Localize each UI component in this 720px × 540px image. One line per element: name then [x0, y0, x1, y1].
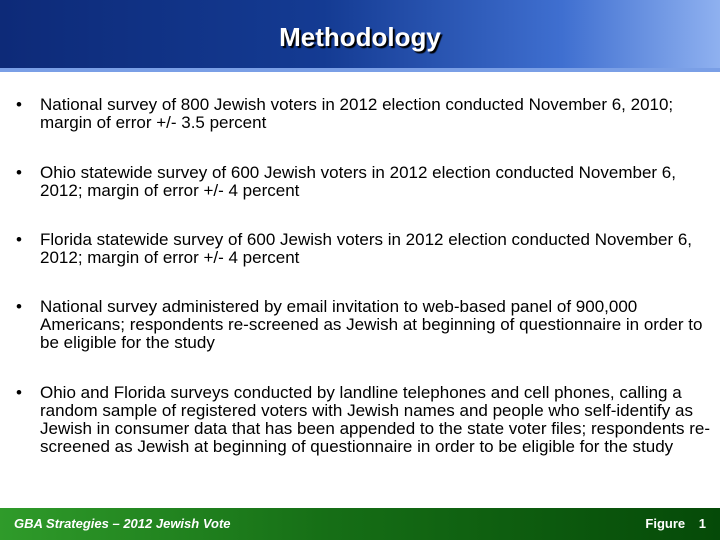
bullet-item-phone-surveys — [16, 384, 716, 456]
bullet-icon: • — [16, 163, 22, 182]
bullet-icon: • — [16, 95, 22, 114]
bullet-icon: • — [16, 230, 22, 249]
bullet-item-florida-survey — [16, 231, 716, 267]
footer-bar — [0, 508, 720, 540]
bullet-icon: • — [16, 383, 22, 402]
figure-number: 1 — [698, 516, 706, 531]
bullet-item-ohio-survey — [16, 164, 716, 200]
page-title: Methodology — [279, 22, 441, 52]
bullet-icon: • — [16, 297, 22, 316]
bullet-text: Ohio statewide survey of 600 Jewish voters in 2012 election conducted November 6, 2012; margin of error +/- 4 percent — [40, 163, 676, 200]
figure-label-text: Figure — [645, 516, 686, 531]
bullet-text: Florida statewide survey of 600 Jewish voters in 2012 election conducted November 6, 2012; margin of error +/- 4 percent — [40, 230, 693, 267]
footer-source: GBA Strategies – 2012 Jewish Vote — [14, 516, 231, 531]
bullet-text: National survey of 800 Jewish voters in 2012 election conducted November 6, 2010; margin of error +/- 3.5 percent — [40, 95, 674, 132]
bullet-item-email-panel — [16, 298, 716, 352]
bullet-item-national-survey — [16, 96, 716, 132]
figure-label — [645, 516, 706, 532]
bullet-text: Ohio and Florida surveys conducted by landline telephones and cell phones, calling a random sample of registered voters with Jewish names and people who self-identify as Jewish in consumer data that has been appended to the state voter files; respondents re-screened as Jewish at beginning of questionnaire in order to be eligible for the study — [40, 383, 711, 456]
bullet-text: National survey administered by email invitation to web-based panel of 900,000 Americans; respondents re-screened as Jewish at beginning of questionnaire in order to be eligible for the study — [40, 297, 703, 352]
